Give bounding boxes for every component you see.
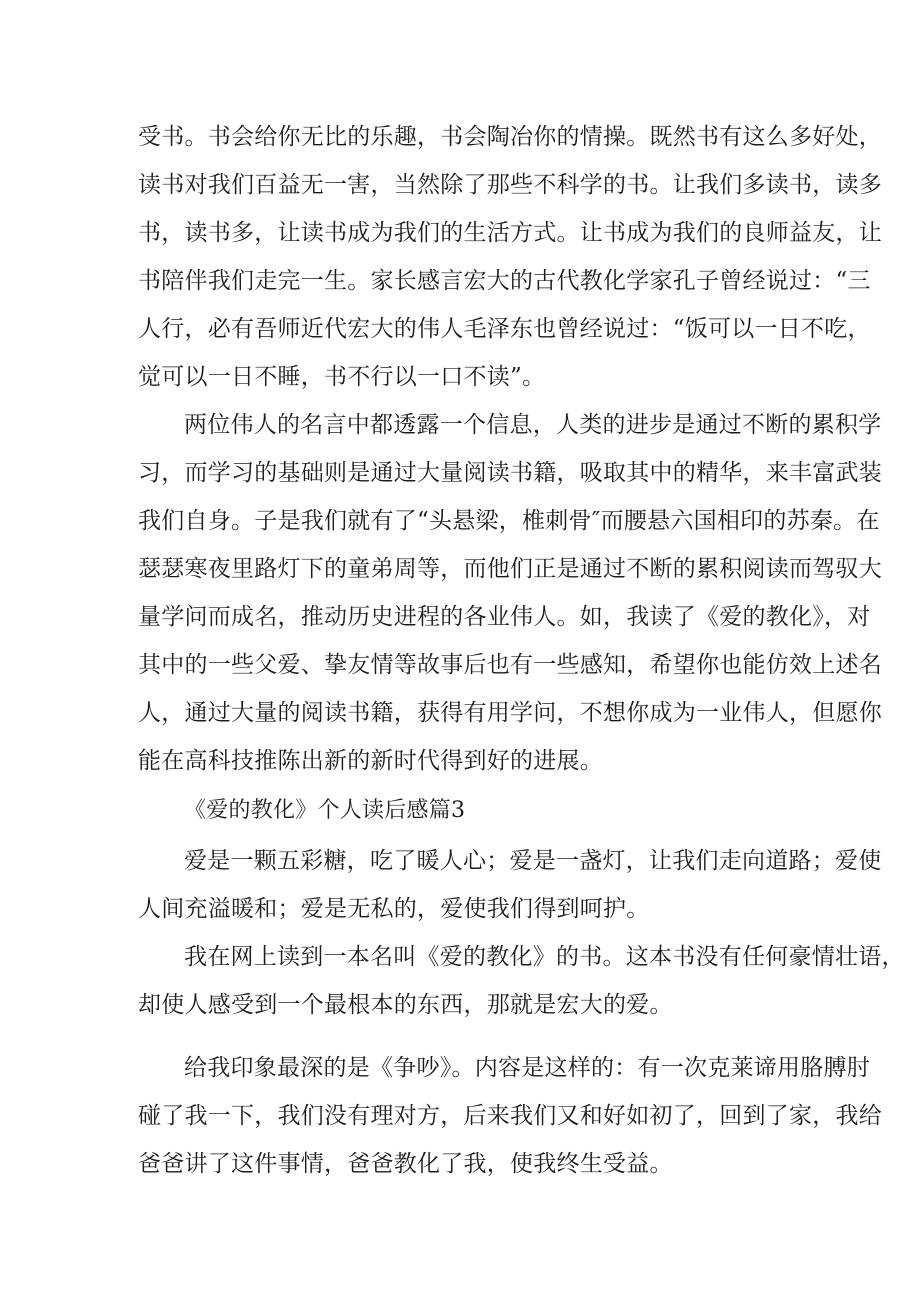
text-line: 人间充溢暖和；爱是无私的，爱使我们得到呵护。 [138,896,650,922]
text-line: 书，读书多，让读书成为我们的生活方式。让书成为我们的良师益友，让 [138,220,882,246]
text-line: 受书。书会给你无比的乐趣，书会陶冶你的情操。既然书有这么多好处， [138,124,882,150]
text-line: 碰了我一下，我们没有理对方，后来我们又和好如初了，回到了家，我给 [138,1103,882,1129]
text-line: 其中的一些父爱、挚友情等故事后也有一些感知，希望你也能仿效上述名 [138,652,882,678]
text-line: 书陪伴我们走完一生。家长感言宏大的古代教化学家孔子曾经说过：“三 [138,268,871,294]
text-line: 读书对我们百益无一害，当然除了那些不科学的书。让我们多读书，读多 [138,172,882,198]
text-line: 人行，必有吾师近代宏大的伟人毛泽东也曾经说过：“饭可以一日不吃， [138,316,871,342]
text-line: 量学问而成名，推动历史进程的各业伟人。如，我读了《爱的教化》，对 [138,604,871,630]
text-line: 觉可以一日不睡，书不行以一口不读”。 [138,364,546,390]
text-line: 瑟瑟寒夜里路灯下的童弟周等，而他们正是通过不断的累积阅读而驾驭大 [138,556,882,582]
paragraph-first-line: 我在网上读到一本名叫《爱的教化》的书。这本书没有任何豪情壮语， [184,944,905,970]
paragraph-first-line: 给我印象最深的是《争吵》。内容是这样的：有一次克莱谛用胳膊肘 [184,1055,870,1081]
paragraph-first-line: 两位伟人的名言中都透露一个信息，人类的进步是通过不断的累积学 [184,412,882,438]
text-line: 我们自身。子是我们就有了“头悬梁，椎刺骨″而腰悬六国相印的苏秦。在 [138,508,880,534]
text-line: 习，而学习的基础则是通过大量阅读书籍，吸取其中的精华，来丰富武装 [138,460,882,486]
text-line: 能在高科技推陈出新的新时代得到好的进展。 [138,748,603,774]
section-heading: 《爱的教化》个人读后感篇3 [184,798,466,823]
text-line: 爸爸讲了这件事情，爸爸教化了我，使我终生受益。 [138,1151,673,1177]
text-line: 人，通过大量的阅读书籍，获得有用学问，不想你成为一业伟人，但愿你 [138,700,882,726]
text-line: 却使人感受到一个最根本的东西，那就是宏大的爱。 [138,992,673,1018]
paragraph-first-line: 爱是一颗五彩糖，吃了暖人心；爱是一盏灯，让我们走向道路；爱使 [184,848,882,874]
